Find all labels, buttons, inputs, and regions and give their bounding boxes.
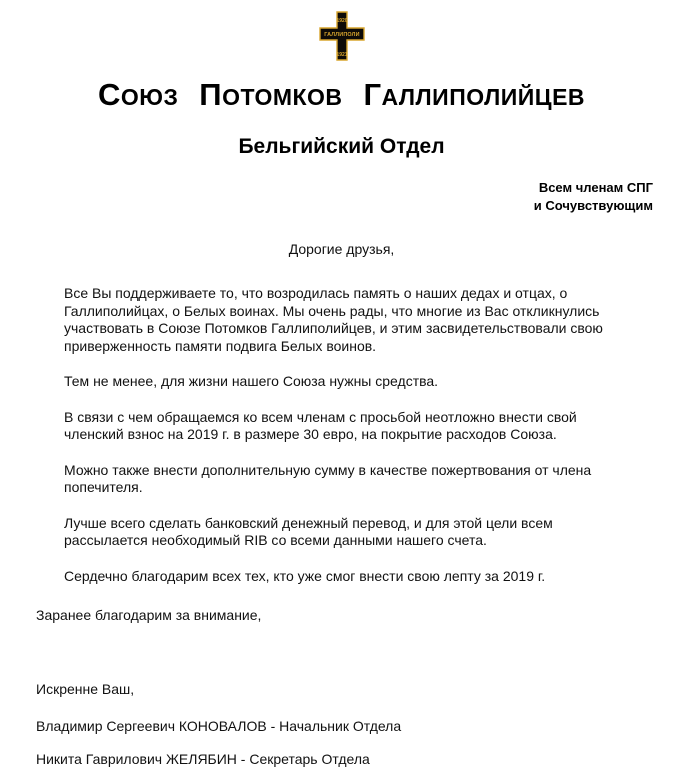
closing-thanks: Заранее благодарим за внимание, — [36, 607, 262, 624]
paragraph: Сердечно благодарим всех тех, кто уже смог внести свою лепту за 2019 г. — [64, 567, 546, 584]
addressee-block — [0, 179, 683, 215]
addressee-line-2: и Сочувствующим — [533, 198, 653, 214]
cross-top-year: 1920 — [335, 18, 348, 24]
cross-bottom-year: 1921 — [335, 52, 348, 58]
paragraph: В связи с чем обращаемся ко всем членам с просьбой неотложно внести свой членский взнос на 2019 г. в размере 30 евро, на покрытие расходов Союза. — [64, 408, 577, 443]
addressee-line-1: Всем членам СПГ — [538, 180, 653, 195]
paragraph: Тем не менее, для жизни нашего Союза нужны средства. — [64, 373, 439, 390]
title-word: ПОТОМКОВ — [199, 77, 343, 112]
closing-block — [36, 607, 643, 768]
title-word: СОЮЗ — [97, 77, 179, 112]
signature-chief: Владимир Сергеевич КОНОВАЛОВ - Начальник Отдела — [36, 718, 402, 735]
salutation: Дорогие друзья, — [288, 241, 395, 258]
paragraph: Можно также внести дополнительную сумму в качестве пожертвования от члена попечителя. — [64, 461, 592, 496]
emblem-container — [0, 0, 683, 62]
signature-secretary: Никита Гаврилович ЖЕЛЯБИН - Секретарь Отдела — [36, 750, 370, 767]
letter-body — [64, 285, 631, 585]
page-subtitle: Бельгийский Отдел — [238, 135, 445, 158]
gallipoli-cross-icon — [319, 10, 365, 62]
title-word: ГАЛЛИПОЛИЙЦЕВ — [363, 77, 586, 112]
closing-sincerely: Искренне Ваш, — [36, 680, 135, 697]
paragraph: Все Вы поддерживаете то, что возродилась память о наших дедах и отцах, о Галлиполийцах, о Белых воинах. Мы очень рады, что многие из Вас откликнулись участвовать в Союзе Потомков Галлиполийцев, и этим засвидетельствовали свою приверженность памяти подвига Белых воинов. — [64, 285, 603, 354]
paragraph: Лучше всего сделать банковский денежный перевод, и для этой цели всем рассылается необходимый RIB со всеми данными нашего счета. — [64, 514, 553, 549]
cross-center-label: ГАЛЛИПОЛИ — [323, 32, 360, 38]
page-title — [0, 76, 683, 113]
